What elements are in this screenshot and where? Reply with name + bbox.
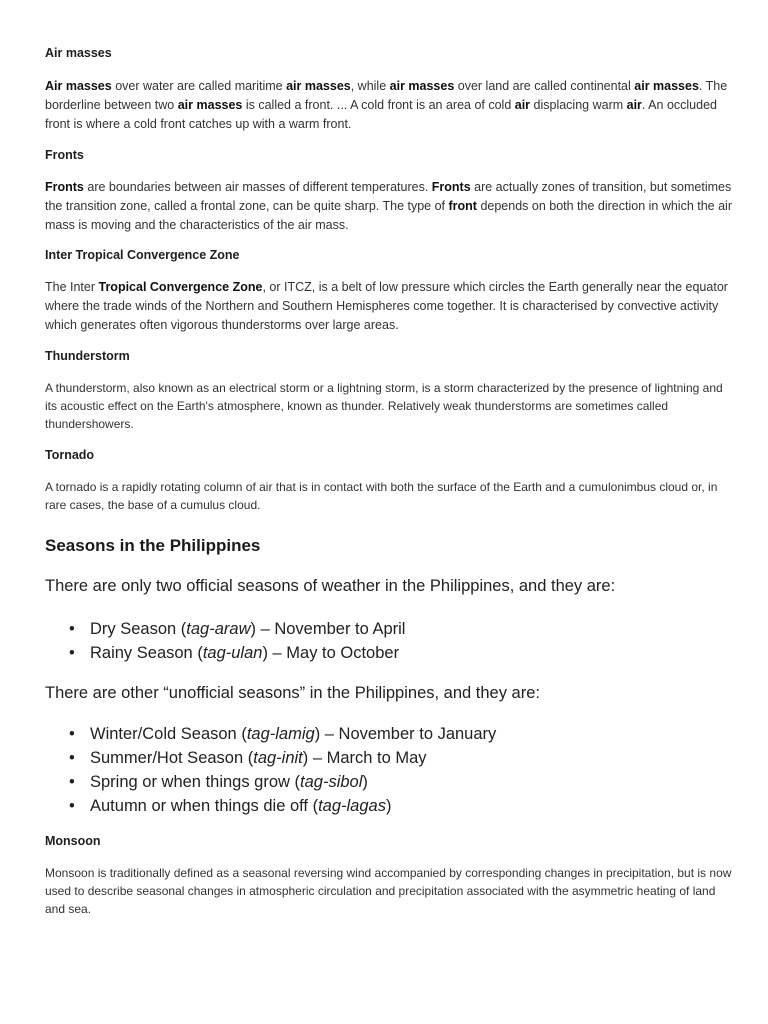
itcz-paragraph: The Inter Tropical Convergence Zone, or ITCZ, is a belt of low pressure which circles the Earth generally near the equator where the trade winds of the Northern and Southern Hemispheres come together. It is characterised by convective activity which generates often vigorous thunderstorms over large areas. [45, 280, 728, 332]
thunderstorm-paragraph: A thunderstorm, also known as an electrical storm or a lightning storm, is a storm characterized by the presence of lightning and its acoustic effect on the Earth's atmosphere, known as thunder. Relatively weak thunderstorms are sometimes called thundershowers. [45, 381, 723, 431]
official-seasons-list [45, 617, 405, 665]
unofficial-seasons-list [45, 722, 496, 818]
seasons-heading: Seasons in the Philippines [45, 536, 261, 555]
fronts-heading: Fronts [45, 148, 84, 162]
list-item: • Spring or when things grow (tag-sibol) [90, 770, 496, 794]
itcz-heading: Inter Tropical Convergence Zone [45, 248, 240, 262]
air-masses-heading: Air masses [45, 46, 112, 60]
monsoon-heading: Monsoon [45, 834, 101, 848]
air-masses-paragraph: Air masses over water are called maritime air masses, while air masses over land are called continental air masses. The borderline between two air masses is called a front. ... A cold front is an area of cold air displacing warm air. An occluded front is where a cold front catches up with a warm front. [45, 79, 728, 131]
tornado-heading: Tornado [45, 448, 95, 462]
list-item: • Dry Season (tag-araw) – November to April [90, 617, 405, 641]
official-seasons-intro: There are only two official seasons of weather in the Philippines, and they are: [45, 577, 616, 595]
list-item: • Winter/Cold Season (tag-lamig) – November to January [90, 722, 496, 746]
thunderstorm-heading: Thunderstorm [45, 349, 130, 363]
monsoon-paragraph: Monsoon is traditionally defined as a seasonal reversing wind accompanied by corresponding changes in precipitation, but is now used to describe seasonal changes in atmospheric circulation and precipitation associated with the asymmetric heating of land and sea. [45, 866, 732, 916]
fronts-paragraph: Fronts are boundaries between air masses of different temperatures. Fronts are actually zones of transition, but sometimes the transition zone, called a frontal zone, can be quite sharp. The type of front depends on both the direction in which the air mass is moving and the characteristics of the air mass. [45, 180, 732, 232]
list-item: • Summer/Hot Season (tag-init) – March to May [90, 746, 496, 770]
list-item: • Autumn or when things die off (tag-lagas) [90, 794, 496, 818]
list-item: • Rainy Season (tag-ulan) – May to October [90, 641, 405, 665]
unofficial-seasons-intro: There are other “unofficial seasons” in the Philippines, and they are: [45, 684, 540, 702]
tornado-paragraph: A tornado is a rapidly rotating column of air that is in contact with both the surface of the Earth and a cumulonimbus cloud or, in rare cases, the base of a cumulus cloud. [45, 480, 718, 512]
